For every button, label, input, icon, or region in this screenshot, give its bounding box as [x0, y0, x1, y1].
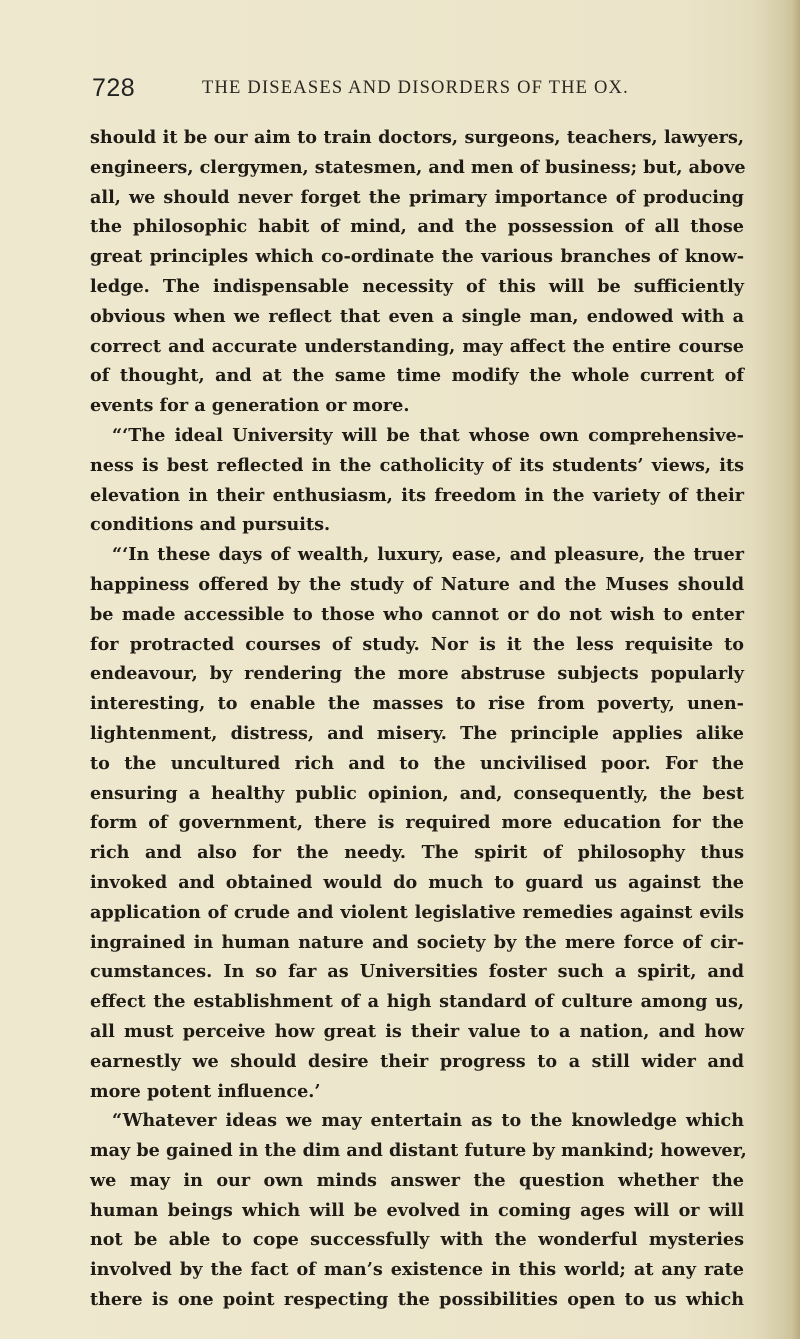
body-text — [90, 123, 747, 1315]
text-line: should it be our aim to train doctors, surgeons, teachers, lawyers, — [90, 127, 744, 148]
text-line: to the uncultured rich and to the uncivilised poor. For the — [90, 752, 744, 774]
text-line: application of crude and violent legislative remedies against evils — [90, 901, 744, 923]
text-line: happiness offered by the study of Nature and the Muses should — [90, 573, 744, 595]
text-line: may be gained in the dim and distant future by mankind; however, — [90, 1140, 747, 1162]
text-line: cumstances. In so far as Universities foster such a spirit, and — [90, 961, 744, 983]
running-head: THE DISEASES AND DISORDERS OF THE OX. — [202, 78, 629, 98]
text-line: the philosophic habit of mind, and the possession of all those — [90, 216, 744, 238]
text-line: form of government, there is required more education for the — [90, 812, 744, 834]
text-line: lightenment, distress, and misery. The principle applies alike — [90, 722, 744, 744]
text-line: “Whatever ideas we may entertain as to the knowledge which — [112, 1110, 744, 1132]
text-line: there is one point respecting the possibilities open to us which — [90, 1289, 744, 1311]
text-line: engineers, clergymen, statesmen, and men of business; but, above — [90, 156, 746, 178]
text-line: ledge. The indispensable necessity of this will be sufficiently — [90, 275, 744, 297]
text-line: we may in our own minds answer the question whether the — [90, 1169, 744, 1191]
text-line: earnestly we should desire their progress to a still wider and — [90, 1050, 744, 1072]
page-edge-shadow — [786, 0, 800, 1339]
text-line: endeavour, by rendering the more abstruse subjects popularly — [90, 663, 744, 685]
text-line: “‘In these days of wealth, luxury, ease, and pleasure, the truer — [112, 544, 744, 566]
text-line: not be able to cope successfully with the wonderful mysteries — [90, 1229, 744, 1251]
text-line: interesting, to enable the masses to rise from poverty, unen- — [90, 693, 744, 715]
text-line: “‘The ideal University will be that whose own comprehensive- — [112, 424, 744, 446]
text-line: for protracted courses of study. Nor is it the less requisite to — [90, 633, 744, 655]
text-line: conditions and pursuits. — [90, 514, 331, 536]
text-line: obvious when we reflect that even a single man, endowed with a — [90, 305, 744, 327]
text-line: rich and also for the needy. The spirit of philosophy thus — [90, 842, 744, 864]
text-line: ingrained in human nature and society by the mere force of cir- — [90, 931, 744, 953]
text-line: all, we should never forget the primary importance of producing — [90, 186, 744, 208]
text-line: elevation in their enthusiasm, its freedom in the variety of their — [90, 484, 744, 506]
text-line: correct and accurate understanding, may affect the entire course — [90, 335, 744, 357]
text-line: invoked and obtained would do much to guard us against the — [90, 871, 744, 893]
text-line: involved by the fact of man’s existence in this world; at any rate — [90, 1259, 744, 1281]
text-line: ensuring a healthy public opinion, and, consequently, the best — [90, 782, 744, 804]
text-line: human beings which will be evolved in coming ages will or will — [90, 1199, 744, 1221]
text-line: of thought, and at the same time modify the whole current of — [90, 365, 744, 387]
text-line: events for a generation or more. — [90, 395, 410, 417]
text-line: effect the establishment of a high standard of culture among us, — [90, 991, 744, 1013]
text-line: be made accessible to those who cannot or do not wish to enter — [90, 603, 744, 625]
page-header — [92, 68, 712, 108]
text-line: all must perceive how great is their value to a nation, and how — [90, 1020, 744, 1042]
text-line: more potent influence.’ — [90, 1080, 321, 1102]
text-line: great principles which co-ordinate the various branches of know- — [90, 246, 744, 268]
page-number: 728 — [92, 74, 136, 102]
text-line: ness is best reflected in the catholicity of its students’ views, its — [90, 454, 744, 476]
